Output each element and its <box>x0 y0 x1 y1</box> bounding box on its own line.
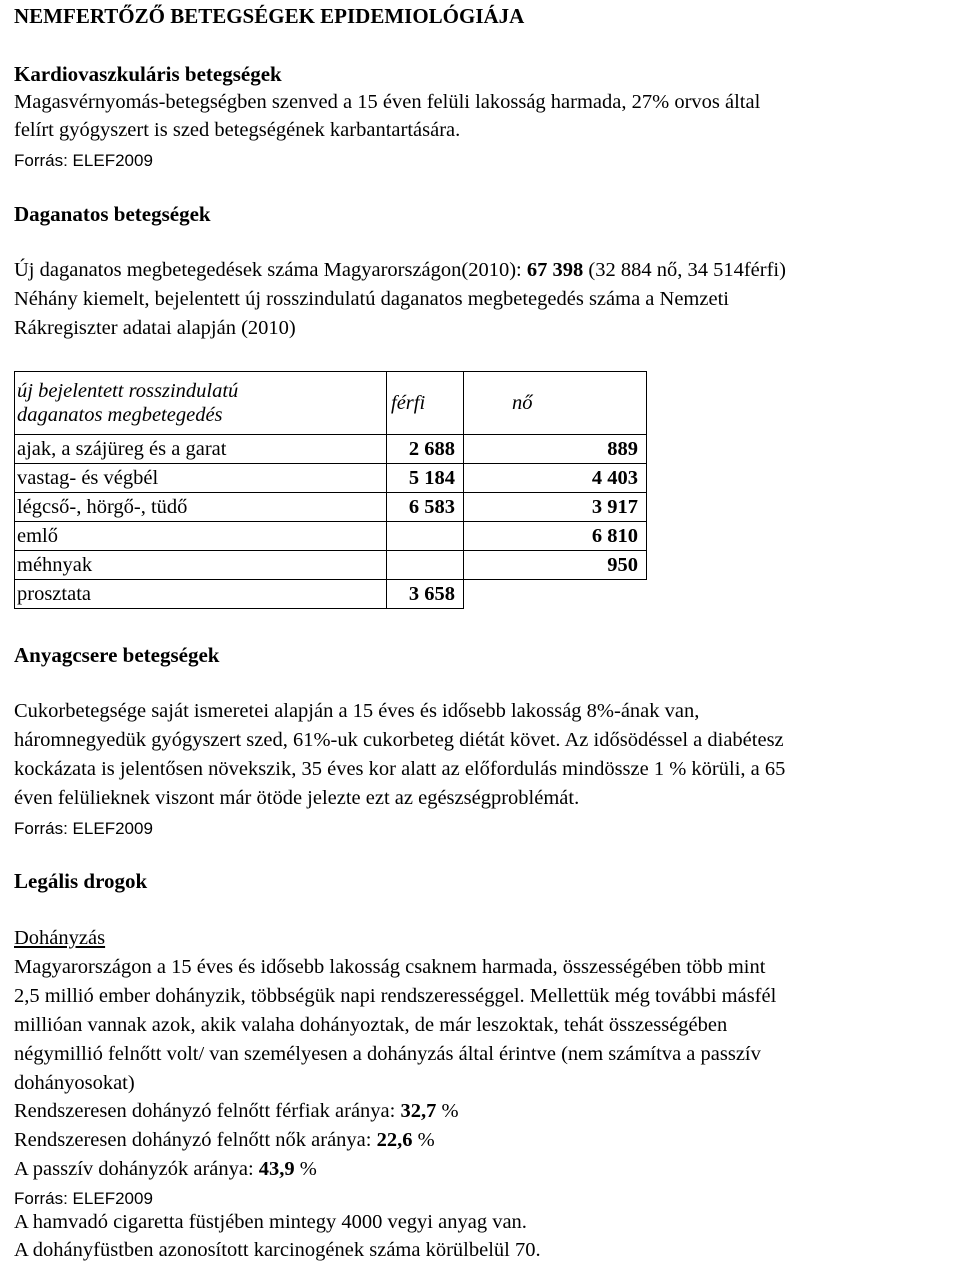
table-cell: 3 917 <box>464 493 647 522</box>
table-cell: 3 658 <box>387 580 464 609</box>
table-cell: 889 <box>464 435 647 464</box>
table-cell: légcső-, hörgő-, tüdő <box>15 493 387 522</box>
drugs-text-line: A dohányfüstben azonosított karcinogének száma körülbelül 70. <box>14 1239 541 1261</box>
table-row <box>15 464 647 493</box>
table-row <box>15 522 647 551</box>
metabolic-text-line: kockázata is jelentősen növekszik, 35 éves kor alatt az előfordulás mindössze 1 % körüli, a 65 <box>14 758 786 780</box>
table-cell <box>387 522 464 551</box>
table-cell: 6 810 <box>464 522 647 551</box>
cardio-text-line: Magasvérnyomás-betegségben szenved a 15 éven felüli lakosság harmada, 27% orvos által <box>14 91 761 113</box>
smoking-stat-passive: A passzív dohányzók aránya: 43,9 % <box>14 1158 317 1180</box>
table-cell: 2 688 <box>387 435 464 464</box>
drugs-text-line: A hamvadó cigaretta füstjében mintegy 4000 vegyi anyag van. <box>14 1211 527 1233</box>
smoking-stat-women: Rendszeresen dohányzó felnőtt nők aránya: 22,6 % <box>14 1129 435 1151</box>
table-cell: 950 <box>464 551 647 580</box>
table-row <box>15 435 647 464</box>
table-header-cell: férfi <box>387 372 464 435</box>
cancer-table <box>14 371 647 609</box>
drugs-text-line: Magyarországon a 15 éves és idősebb lakosság csaknem harmada, összességében több mint <box>14 956 766 978</box>
page-title: NEMFERTŐZŐ BETEGSÉGEK EPIDEMIOLÓGIÁJA <box>14 4 525 28</box>
cardio-heading: Kardiovaszkuláris betegségek <box>14 62 282 86</box>
table-cell: prosztata <box>15 580 387 609</box>
cardio-text-line: felírt gyógyszert is szed betegségének karbantartására. <box>14 119 461 141</box>
table-header-row <box>15 372 647 435</box>
drugs-source: Forrás: ELEF2009 <box>14 1189 153 1208</box>
smoking-stat-men: Rendszeresen dohányzó felnőtt férfiak aránya: 32,7 % <box>14 1100 459 1122</box>
table-cell: 6 583 <box>387 493 464 522</box>
metabolic-source: Forrás: ELEF2009 <box>14 819 153 838</box>
drugs-heading: Legális drogok <box>14 869 148 893</box>
table-cell: vastag- és végbél <box>15 464 387 493</box>
table-row <box>15 551 647 580</box>
drugs-text-line: dohányosokat) <box>14 1072 135 1094</box>
cardio-source: Forrás: ELEF2009 <box>14 151 153 170</box>
table-cell: emlő <box>15 522 387 551</box>
drugs-text-line: négymillió felnőtt volt/ van személyesen a dohányzás által érintve (nem számítva a passzív <box>14 1043 761 1065</box>
table-row <box>15 580 647 609</box>
table-cell: 5 184 <box>387 464 464 493</box>
table-cell: méhnyak <box>15 551 387 580</box>
table-row <box>15 493 647 522</box>
cancer-text-line: Új daganatos megbetegedések száma Magyarországon(2010): 67 398 (32 884 nő, 34 514férfi) <box>14 259 786 281</box>
metabolic-text-line: éven felülieknek viszont már ötöde jelezte ezt az egészségproblémát. <box>14 787 580 809</box>
table-cell: ajak, a szájüreg és a garat <box>15 435 387 464</box>
smoking-subheading: Dohányzás <box>14 927 106 949</box>
metabolic-text-line: háromnegyedük gyógyszert szed, 61%-uk cukorbeteg diétát követ. Az idősödéssel a diabétesz <box>14 729 784 751</box>
metabolic-text-line: Cukorbetegsége saját ismeretei alapján a 15 éves és idősebb lakosság 8%-ának van, <box>14 700 700 722</box>
table-cell <box>387 551 464 580</box>
cancer-heading: Daganatos betegségek <box>14 202 211 226</box>
drugs-text-line: 2,5 millió ember dohányzik, többségük napi rendszerességgel. Mellettük még további másfél <box>14 985 777 1007</box>
drugs-text-line: millióan vannak azok, akik valaha dohányoztak, de már leszoktak, tehát összességében <box>14 1014 728 1036</box>
metabolic-heading: Anyagcsere betegségek <box>14 643 220 667</box>
cancer-text-line: Néhány kiemelt, bejelentett új rosszindulatú daganatos megbetegedés száma a Nemzeti <box>14 288 729 310</box>
table-header-cell: nő <box>464 372 647 435</box>
table-header-cell: új bejelentett rosszindulatú daganatos megbetegedés <box>15 372 387 435</box>
table-cell <box>464 580 647 609</box>
cancer-text-line: Rákregiszter adatai alapján (2010) <box>14 317 296 339</box>
table-cell: 4 403 <box>464 464 647 493</box>
